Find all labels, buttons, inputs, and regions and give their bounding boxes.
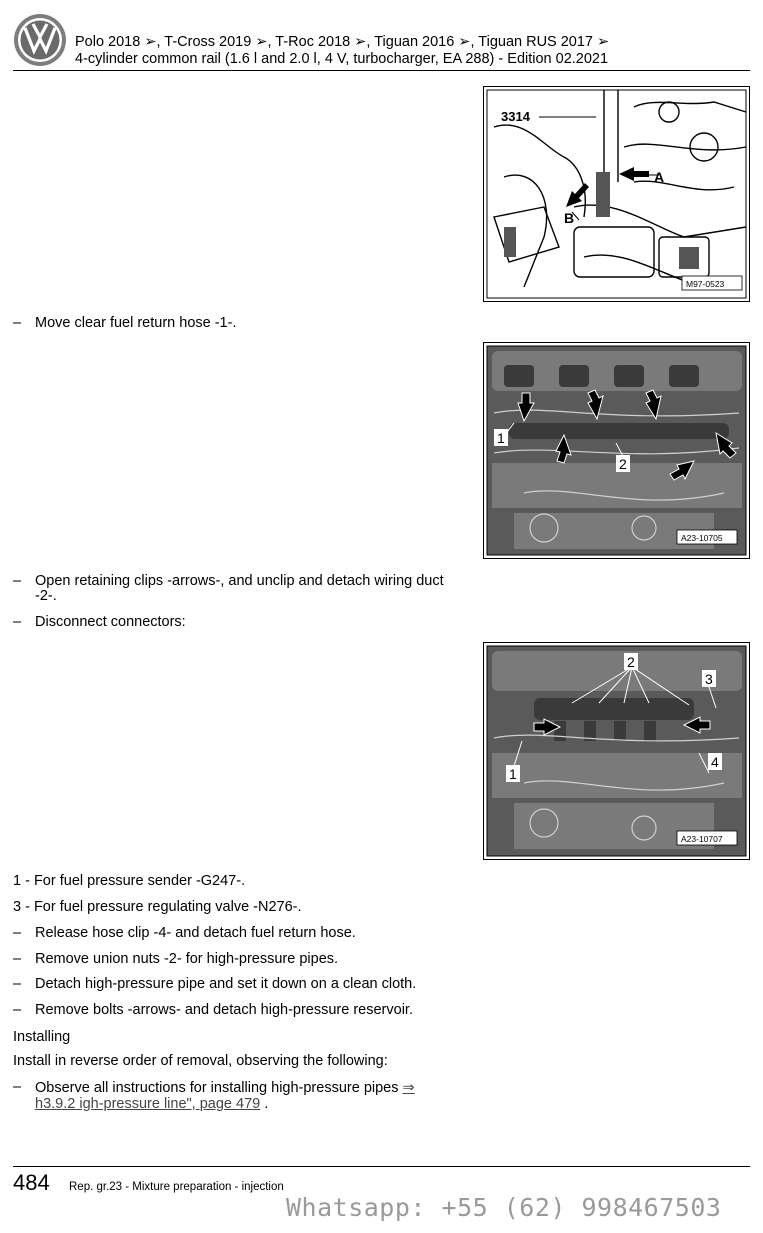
dash: – — [13, 573, 22, 589]
step-text: Remove bolts -arrows- and detach high-pressure reservoir. — [35, 1002, 413, 1018]
link-arrow-icon[interactable]: ⇒ — [402, 1080, 415, 1096]
dash: – — [13, 614, 22, 630]
item-regulating-valve: 3 - For fuel pressure regulating valve -N276-. — [13, 899, 302, 915]
dash: – — [13, 951, 22, 967]
step-text: Release hose clip -4- and detach fuel return hose. — [35, 925, 356, 941]
figure-code: M97-0523 — [686, 279, 725, 289]
step-text-block — [35, 1080, 450, 1112]
dash: – — [13, 925, 22, 941]
install-intro: Install in reverse order of removal, observing the following: — [13, 1053, 388, 1069]
figure-high-pressure-pipe-tool — [483, 86, 750, 302]
step-remove-nuts — [13, 952, 453, 968]
label-1: 1 — [497, 430, 505, 446]
step-move-hose — [13, 316, 453, 332]
header-model-list: Polo 2018 ➢, T-Cross 2019 ➢, T-Roc 2018 ➢, Tiguan 2016 ➢, Tiguan RUS 2017 ➢ — [75, 34, 610, 50]
installing-heading: Installing — [13, 1029, 71, 1045]
step-release-clip — [13, 926, 453, 942]
high-pressure-line-link[interactable]: h3.9.2 igh-pressure line", page 479 — [35, 1096, 261, 1112]
label-3: 3 — [705, 671, 713, 687]
label-1: 1 — [509, 766, 517, 782]
figure-code: A23-10707 — [681, 834, 723, 844]
footer-divider — [13, 1166, 750, 1167]
label-3314: 3314 — [501, 109, 530, 124]
step-disconnect — [13, 615, 453, 631]
footer-section: Rep. gr.23 - Mixture preparation - injection — [69, 1181, 284, 1193]
figure-wiring-duct — [483, 342, 750, 559]
step-text: Remove union nuts -2- for high-pressure pipes. — [35, 951, 339, 967]
step-open-clips — [13, 574, 453, 606]
header-engine-title: 4-cylinder common rail (1.6 l and 2.0 l, 4 V, turbocharger, EA 288) - Edition 02.2021 — [75, 51, 609, 67]
figure-code: A23-10705 — [681, 533, 723, 543]
vw-logo — [13, 13, 67, 67]
dash: – — [13, 976, 22, 992]
dash: – — [13, 315, 22, 331]
step-observe — [13, 1080, 453, 1114]
page-number: 484 — [13, 1170, 50, 1195]
label-2: 2 — [627, 654, 635, 670]
label-b: B — [564, 210, 575, 226]
step-text: Detach high-pressure pipe and set it down on a clean cloth. — [35, 976, 417, 992]
link-suffix: . — [260, 1096, 269, 1112]
watermark: Whatsapp: +55 (62) 998467503 — [286, 1193, 722, 1222]
step-text: Disconnect connectors: — [35, 614, 186, 630]
dash: – — [13, 1002, 22, 1018]
step-text: Move clear fuel return hose -1-. — [35, 315, 237, 331]
step-text: Open retaining clips -arrows-, and unclip and detach wiring duct -2-. — [35, 573, 444, 604]
label-4: 4 — [711, 754, 719, 770]
step-detach-pipe — [13, 977, 453, 993]
item-fuel-pressure-sender: 1 - For fuel pressure sender -G247-. — [13, 873, 246, 889]
label-2: 2 — [619, 456, 627, 472]
figure-connectors — [483, 642, 750, 860]
step-remove-bolts — [13, 1003, 453, 1019]
dash: – — [13, 1079, 22, 1095]
label-a: A — [654, 169, 665, 185]
step-text: Observe all instructions for installing high-pressure pipes — [35, 1080, 399, 1096]
header-divider — [13, 70, 750, 71]
